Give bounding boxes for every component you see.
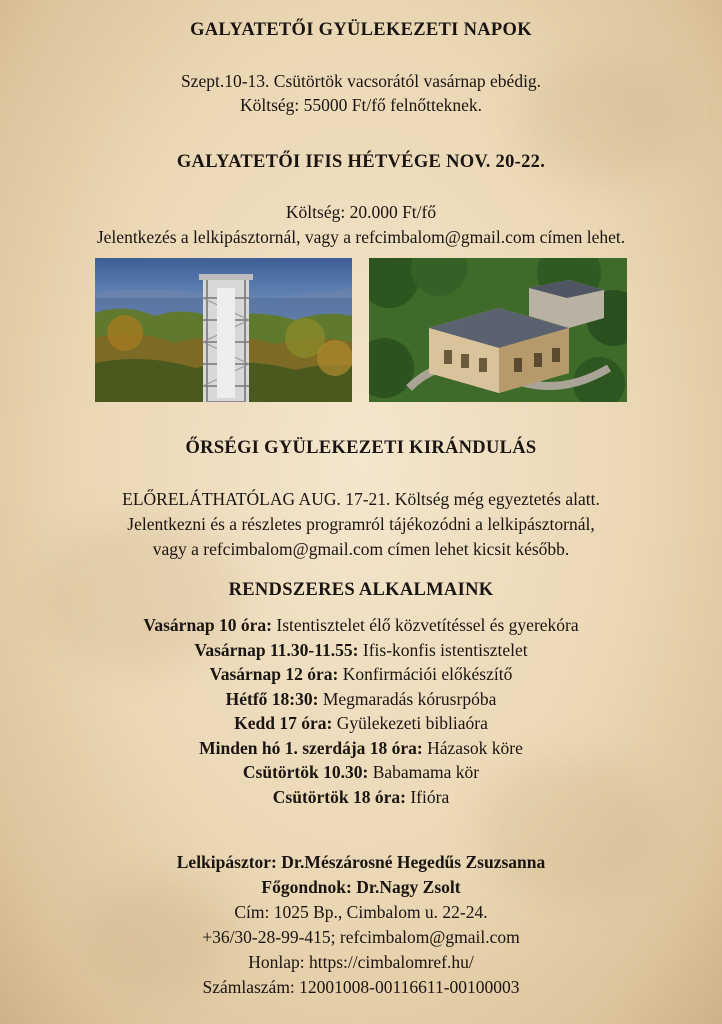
section2-line2: Jelentkezés a lelkipásztornál, vagy a refcimbalom@gmail.com címen lehet. (96, 227, 626, 247)
schedule-time: Vasárnap 10 óra: (143, 615, 273, 635)
section3-line1: ELŐRELÁTHATÓLAG AUG. 17-21. Költség még egyeztetés alatt. (122, 489, 600, 509)
schedule-desc: Gyülekezeti bibliaóra (332, 713, 488, 733)
schedule-time: Vasárnap 11.30-11.55: (194, 639, 359, 660)
schedule-item (0, 711, 722, 736)
section1-title: GALYATETŐI GYÜLEKEZETI NAPOK (190, 20, 532, 40)
schedule-item (0, 638, 722, 663)
section3-line3: vagy a refcimbalom@gmail.com címen lehet kicsit később. (152, 539, 570, 559)
contact-footer (0, 850, 722, 1000)
schedule-desc: Istentisztelet élő közvetítéssel és gyerekóra (272, 615, 579, 635)
section1-line1: Szept.10-13. Csütörtök vacsorától vasárnap ebédig. (180, 71, 542, 91)
schedule-time: Vasárnap 12 óra: (209, 664, 339, 684)
section1-line2: Költség: 55000 Ft/fő felnőtteknek. (239, 95, 483, 115)
section3-line2: Jelentkezni és a részletes programról tájékozódni a lelkipásztornál, (127, 514, 595, 534)
schedule-item (0, 687, 722, 712)
lookout-tower-photo (95, 258, 352, 402)
schedule-item (0, 613, 722, 638)
schedule-list (0, 613, 722, 809)
retreat-house-photo (369, 258, 627, 402)
schedule-time: Minden hó 1. szerdája 18 óra: (199, 737, 423, 758)
schedule-time: Hétfő 18:30: (225, 688, 319, 709)
schedule-item (0, 662, 722, 687)
schedule-item (0, 736, 722, 761)
section2-line1: Költség: 20.000 Ft/fő (285, 202, 437, 222)
contact-line: +36/30-28-99-415; refcimbalom@gmail.com (202, 927, 520, 947)
schedule-time: Csütörtök 10.30: (242, 762, 369, 782)
address-line: Cím: 1025 Bp., Cimbalom u. 22-24. (234, 902, 488, 922)
curator-line: Főgondnok: Dr.Nagy Zsolt (261, 877, 461, 897)
website-line: Honlap: https://cimbalomref.hu/ (248, 952, 474, 972)
schedule-desc: Konfirmációi előkészítő (338, 664, 513, 684)
photo-strip (95, 258, 627, 402)
account-line: Számlaszám: 12001008-00116611-00100003 (202, 977, 520, 997)
schedule-item (0, 785, 722, 810)
section3-title: ŐRSÉGI GYÜLEKEZETI KIRÁNDULÁS (185, 438, 537, 458)
section2-title: GALYATETŐI IFIS HÉTVÉGE NOV. 20-22. (176, 152, 546, 172)
schedule-time: Kedd 17 óra: (234, 713, 333, 733)
schedule-desc: Ifióra (405, 786, 450, 807)
schedule-desc: Megmaradás kórusrpóba (318, 688, 497, 709)
schedule-desc: Ifis-konfis istentisztelet (358, 639, 528, 660)
schedule-time: Csütörtök 18 óra: (272, 786, 406, 807)
schedule-desc: Babamama kör (368, 762, 480, 782)
schedule-item (0, 760, 722, 785)
schedule-title: RENDSZERES ALKALMAINK (228, 580, 494, 600)
pastor-line: Lelkipásztor: Dr.Mészárosné Hegedűs Zsuzsanna (176, 852, 546, 872)
schedule-desc: Házasok köre (422, 737, 523, 758)
